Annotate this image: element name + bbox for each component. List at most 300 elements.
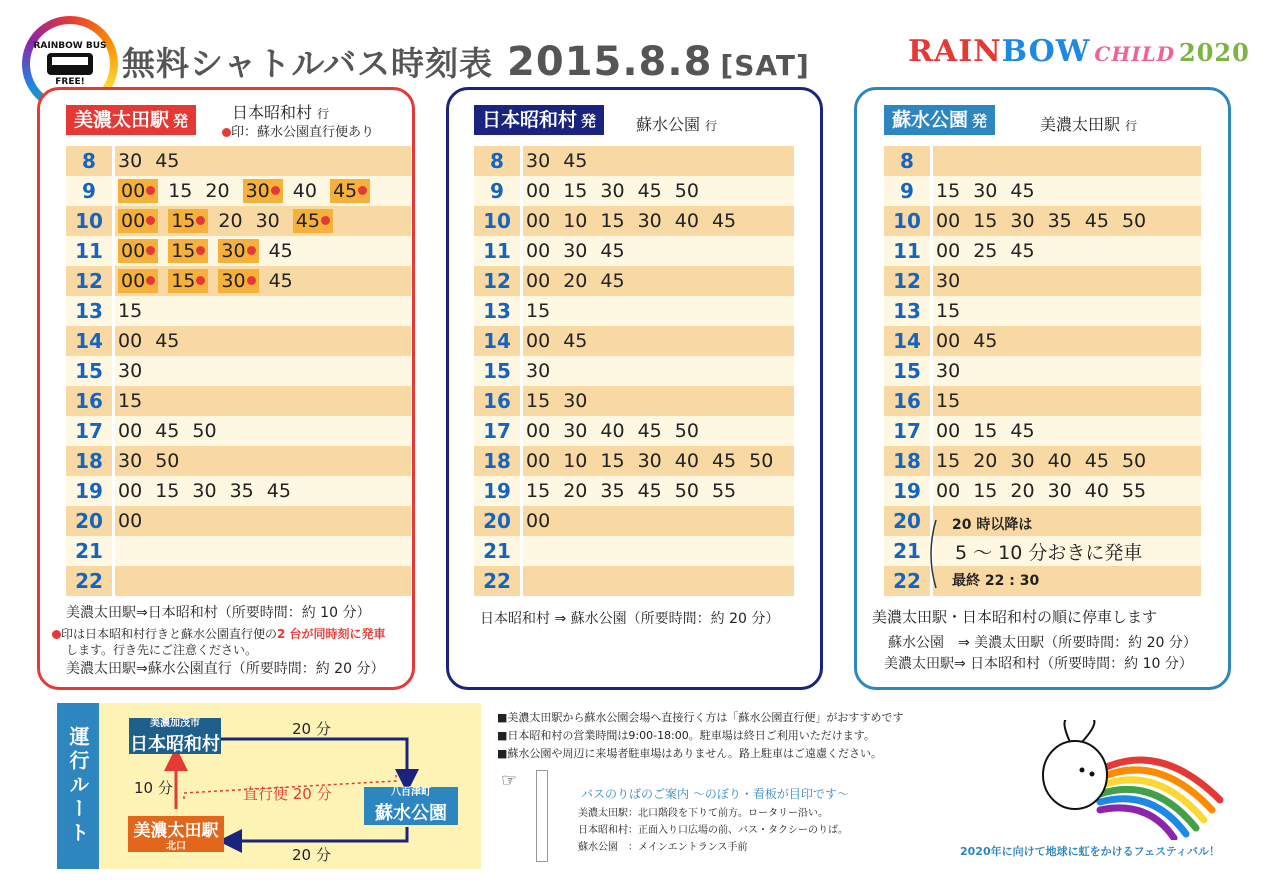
departure-minute: 00 xyxy=(118,420,143,442)
departure-minute: 45 xyxy=(155,330,180,352)
departure-time xyxy=(526,146,550,176)
departure-minute: 30 xyxy=(118,360,143,382)
departure-minute: 50 xyxy=(749,450,774,472)
bus-logo-top-text: RAINBOW BUS xyxy=(33,41,107,51)
departure-minute: 30 xyxy=(563,420,588,442)
departure-minute: 30 xyxy=(255,210,280,232)
departure-minute: 40 xyxy=(1084,480,1109,502)
banner-flag-icon xyxy=(536,770,548,862)
minutes-cell xyxy=(526,506,563,536)
note-3: ■蘇水公園や周辺に来場者駐車場はありません。路上駐車はご遠慮ください。 xyxy=(497,747,883,760)
departure-time xyxy=(526,266,550,296)
timetable-row xyxy=(66,266,411,296)
minutes-cell xyxy=(526,386,600,416)
timetable-row xyxy=(66,506,411,536)
panel1-footer-time: 美濃太田駅⇒日本昭和村（所要時間：約 10 分） xyxy=(66,605,371,621)
departure-minute: 45 xyxy=(600,240,625,262)
departure-minute: 45 xyxy=(637,180,662,202)
departure-minute: 15 xyxy=(600,210,625,232)
departure-minute: 00 xyxy=(526,450,551,472)
departure-time xyxy=(563,386,587,416)
departure-minute: 30 xyxy=(245,180,270,202)
timetable-row xyxy=(66,446,411,476)
departure-time xyxy=(936,296,960,326)
departure-time xyxy=(675,416,699,446)
minutes-cell xyxy=(936,176,1048,206)
panel2-origin-badge xyxy=(474,105,604,135)
brand-part2: BOW xyxy=(1001,34,1091,69)
mark-dot-icon xyxy=(52,630,61,639)
departure-minute: 45 xyxy=(295,210,320,232)
departure-time xyxy=(1010,236,1034,266)
direct-mark-dot-icon xyxy=(321,216,330,225)
departure-minute: 30 xyxy=(118,450,143,472)
departure-minute: 00 xyxy=(936,210,961,232)
route-time-left: 10 分 xyxy=(134,779,173,797)
row-divider xyxy=(930,206,933,236)
row-divider xyxy=(520,326,523,356)
title-date: 2015.8.8 xyxy=(507,39,713,85)
minutes-cell xyxy=(526,446,786,476)
hour-cell: 21 xyxy=(884,536,930,566)
timetable-row xyxy=(884,326,1201,356)
row-divider xyxy=(930,416,933,446)
timetable-row xyxy=(66,206,411,236)
departure-minute: 00 xyxy=(526,180,551,202)
row-divider xyxy=(930,176,933,206)
minutes-cell xyxy=(118,236,306,266)
departure-time xyxy=(600,176,624,206)
departure-time xyxy=(563,416,587,446)
departure-minute: 30 xyxy=(600,180,625,202)
departure-time xyxy=(600,446,624,476)
timetable-row xyxy=(884,266,1201,296)
stop-showa-name: 日本昭和村 xyxy=(130,734,220,755)
departure-time xyxy=(563,236,587,266)
departure-time xyxy=(118,386,142,416)
panel1-footer-mark-text: 印は日本昭和村行きと蘇水公園直行便の xyxy=(61,627,278,641)
timetable-row xyxy=(474,356,794,386)
direct-mark-dot-icon xyxy=(196,216,205,225)
departure-time xyxy=(1048,446,1072,476)
timetable-row xyxy=(66,176,411,206)
departure-time xyxy=(638,176,662,206)
departure-time xyxy=(638,206,662,236)
late-note-line3: 最終 22 : 30 xyxy=(952,573,1040,589)
departure-time xyxy=(1048,476,1072,506)
hour-cell: 21 xyxy=(474,536,520,566)
departure-minute: 15 xyxy=(936,300,961,322)
panel1-origin: 美濃太田駅 xyxy=(74,109,170,131)
panel3-origin-suffix: 発 xyxy=(972,112,988,130)
minutes-cell xyxy=(936,326,1010,356)
stop-mino-ota xyxy=(128,816,224,852)
departure-minute: 45 xyxy=(1084,210,1109,232)
departure-minute: 00 xyxy=(526,420,551,442)
departure-time xyxy=(526,236,550,266)
departure-minute: 30 xyxy=(526,150,551,172)
minutes-cell xyxy=(118,476,304,506)
minutes-cell xyxy=(526,356,563,386)
departure-minute: 40 xyxy=(600,420,625,442)
departure-minute: 15 xyxy=(973,210,998,232)
departure-minute: 00 xyxy=(936,480,961,502)
row-divider xyxy=(520,446,523,476)
departure-minute: 45 xyxy=(332,180,358,202)
timetable-mino-ota xyxy=(66,146,411,596)
departure-time xyxy=(600,416,624,446)
departure-minute: 00 xyxy=(118,330,143,352)
timetable-row xyxy=(884,236,1201,266)
departure-time xyxy=(526,506,550,536)
departure-minute: 45 xyxy=(268,240,293,262)
timetable-row xyxy=(884,206,1201,236)
stop-showa-sub: 美濃加茂市 xyxy=(150,718,200,729)
panel1-footer-mark-red: 2 台が同時刻に発車 xyxy=(277,627,386,641)
departure-time xyxy=(118,446,142,476)
pointing-hand-icon: ☞ xyxy=(501,770,518,791)
mark-dot-icon xyxy=(222,128,231,137)
departure-minute: 20 xyxy=(205,180,230,202)
hour-cell: 16 xyxy=(474,386,520,416)
departure-minute: 45 xyxy=(600,270,625,292)
departure-time xyxy=(526,356,550,386)
minutes-cell xyxy=(526,146,600,176)
minutes-cell xyxy=(936,476,1159,506)
departure-minute: 20 xyxy=(218,210,243,232)
departure-time xyxy=(936,266,960,296)
panel1-origin-suffix: 発 xyxy=(173,112,189,130)
brand-child: CHILD xyxy=(1094,42,1175,66)
departure-minute: 45 xyxy=(637,420,662,442)
departure-time xyxy=(1048,206,1072,236)
minutes-cell xyxy=(526,326,600,356)
departure-time xyxy=(600,266,624,296)
departure-minute: 00 xyxy=(526,270,551,292)
brand-year: 2020 xyxy=(1179,38,1250,67)
departure-time xyxy=(155,146,179,176)
departure-time xyxy=(563,476,587,506)
departure-minute: 15 xyxy=(155,480,180,502)
departure-time xyxy=(936,356,960,386)
departure-time xyxy=(192,416,216,446)
hour-cell: 14 xyxy=(66,326,112,356)
departure-time xyxy=(155,476,179,506)
hour-cell: 18 xyxy=(474,446,520,476)
row-divider xyxy=(112,506,115,536)
panel1-mark-note xyxy=(222,121,374,140)
timetable-row xyxy=(474,416,794,446)
hour-cell: 13 xyxy=(884,296,930,326)
minutes-cell xyxy=(936,446,1159,476)
bracket-icon xyxy=(924,518,944,590)
departure-time xyxy=(118,326,142,356)
timetable-row xyxy=(474,536,794,566)
row-divider xyxy=(520,146,523,176)
panel1-destination-suffix: 行 xyxy=(317,107,330,121)
departure-minute: 50 xyxy=(1121,450,1147,472)
departure-time xyxy=(1085,476,1109,506)
row-divider xyxy=(112,566,115,596)
minutes-cell xyxy=(526,266,638,296)
timetable-row xyxy=(66,386,411,416)
title-weekday: [SAT] xyxy=(720,49,810,82)
departure-time xyxy=(1010,416,1034,446)
row-divider xyxy=(930,296,933,326)
row-divider xyxy=(520,356,523,386)
minutes-cell xyxy=(118,446,192,476)
departure-minute: 50 xyxy=(1121,210,1147,232)
departure-time xyxy=(936,326,960,356)
departure-time-direct xyxy=(218,269,258,293)
minutes-cell xyxy=(118,506,155,536)
departure-minute: 00 xyxy=(121,210,146,232)
departure-minute: 50 xyxy=(192,420,217,442)
hour-cell: 8 xyxy=(66,146,112,176)
timetable-row xyxy=(884,386,1201,416)
departure-minute: 45 xyxy=(266,480,291,502)
guide-title: バスのりばのご案内 ～のぼり・看板が目印です～ xyxy=(581,787,849,801)
departure-time xyxy=(1010,206,1034,236)
late-note-line1: 20 時以降は xyxy=(952,517,1033,533)
panel1-destination xyxy=(232,100,329,123)
departure-minute: 30 xyxy=(637,450,662,472)
departure-minute: 00 xyxy=(936,330,961,352)
departure-minute: 15 xyxy=(600,450,625,472)
panel2-destination-suffix: 行 xyxy=(705,119,718,133)
stop-sosui-sub: 八百津町 xyxy=(391,787,431,798)
panel3-destination-name: 美濃太田駅 xyxy=(1040,115,1121,134)
departure-time xyxy=(205,176,229,206)
departure-minute: 30 xyxy=(1010,450,1035,472)
departure-time-direct xyxy=(243,179,283,203)
departure-minute: 00 xyxy=(118,510,143,532)
rainbow-rabbit-illustration xyxy=(1030,720,1230,840)
minutes-cell xyxy=(118,206,343,236)
panel3-origin: 蘇水公園 xyxy=(892,109,969,131)
departure-time xyxy=(118,506,142,536)
rainbow-child-logo xyxy=(908,34,1250,69)
direct-mark-dot-icon xyxy=(146,276,155,285)
row-divider xyxy=(520,506,523,536)
timetable-row xyxy=(474,266,794,296)
hour-cell: 13 xyxy=(474,296,520,326)
departure-time xyxy=(118,356,142,386)
timetable-row xyxy=(474,146,794,176)
departure-time xyxy=(712,206,736,236)
departure-minute: 30 xyxy=(221,240,246,262)
timetable-row xyxy=(884,356,1201,386)
hour-cell: 17 xyxy=(474,416,520,446)
hour-cell: 11 xyxy=(474,236,520,266)
departure-minute: 00 xyxy=(526,210,551,232)
departure-minute: 35 xyxy=(600,480,625,502)
minutes-cell xyxy=(118,416,230,446)
departure-minute: 45 xyxy=(155,150,180,172)
departure-minute: 10 xyxy=(563,450,588,472)
departure-minute: 00 xyxy=(121,240,146,262)
departure-time xyxy=(973,476,997,506)
timetable-row xyxy=(884,476,1201,506)
stop-mino-sub: 北口 xyxy=(166,841,186,852)
timetable-row xyxy=(474,326,794,356)
departure-time-direct xyxy=(330,179,370,203)
direct-mark-dot-icon xyxy=(247,276,256,285)
departure-time xyxy=(600,206,624,236)
hour-cell: 20 xyxy=(66,506,112,536)
row-divider xyxy=(112,146,115,176)
departure-time xyxy=(1122,206,1146,236)
timetable-row xyxy=(66,566,411,596)
departure-time xyxy=(526,386,550,416)
minutes-cell xyxy=(526,476,749,506)
departure-minute: 15 xyxy=(936,390,961,412)
departure-time xyxy=(973,206,997,236)
hour-cell: 15 xyxy=(884,356,930,386)
departure-time xyxy=(675,206,699,236)
guide-1: 美濃太田駅：北口階段を下りて前方。ロータリー沿い。 xyxy=(578,808,828,819)
departure-time xyxy=(118,416,142,446)
departure-minute: 20 xyxy=(563,480,588,502)
row-divider xyxy=(112,206,115,236)
panel1-footer-caution: します。行き先にご注意ください。 xyxy=(66,643,258,657)
panel2-origin-suffix: 発 xyxy=(581,112,597,130)
departure-minute: 35 xyxy=(1047,210,1072,232)
row-divider xyxy=(112,236,115,266)
timetable-row xyxy=(66,356,411,386)
departure-minute: 45 xyxy=(637,480,662,502)
departure-minute: 00 xyxy=(118,480,143,502)
departure-time xyxy=(936,476,960,506)
bus-logo-bottom-text: FREE! xyxy=(55,77,85,87)
departure-time xyxy=(973,446,997,476)
departure-time xyxy=(1085,446,1109,476)
panel1-mark-note-text: 印：蘇水公園直行便あり xyxy=(231,125,375,140)
timetable-row xyxy=(884,416,1201,446)
hour-cell: 16 xyxy=(884,386,930,416)
hour-cell: 17 xyxy=(66,416,112,446)
departure-time xyxy=(118,476,142,506)
panel1-destination-name: 日本昭和村 xyxy=(232,103,313,122)
departure-minute: 15 xyxy=(973,420,998,442)
title-text: 無料シャトルバス時刻表 xyxy=(122,44,494,83)
panel2-footer-time: 日本昭和村 ⇒ 蘇水公園（所要時間：約 20 分） xyxy=(480,611,780,627)
departure-minute: 55 xyxy=(711,480,737,502)
minutes-cell xyxy=(526,176,712,206)
departure-minute: 15 xyxy=(171,270,196,292)
departure-minute: 00 xyxy=(526,510,551,532)
hour-cell: 22 xyxy=(474,566,520,596)
departure-minute: 30 xyxy=(637,210,662,232)
brand-part1: RAIN xyxy=(908,34,1002,69)
departure-minute: 15 xyxy=(526,480,551,502)
hour-cell: 18 xyxy=(884,446,930,476)
departure-time xyxy=(1010,176,1034,206)
departure-time xyxy=(1010,476,1034,506)
panel3-destination-suffix: 行 xyxy=(1125,119,1138,133)
minutes-cell xyxy=(936,206,1159,236)
row-divider xyxy=(520,176,523,206)
departure-time xyxy=(269,236,293,266)
departure-minute: 30 xyxy=(936,360,961,382)
hour-cell: 11 xyxy=(66,236,112,266)
departure-time xyxy=(749,446,773,476)
minutes-cell xyxy=(526,206,749,236)
departure-minute: 30 xyxy=(1010,210,1035,232)
departure-time xyxy=(675,176,699,206)
timetable-row xyxy=(884,176,1201,206)
timetable-row xyxy=(474,176,794,206)
row-divider xyxy=(520,236,523,266)
minutes-cell xyxy=(118,266,306,296)
panel3-footer-time1: 蘇水公園 ⇒ 美濃太田駅（所要時間：約 20 分） xyxy=(888,635,1197,651)
row-divider xyxy=(112,296,115,326)
timetable-row xyxy=(474,236,794,266)
minutes-cell xyxy=(936,236,1048,266)
stop-sosui-name: 蘇水公園 xyxy=(375,803,447,824)
departure-minute: 35 xyxy=(229,480,254,502)
row-divider xyxy=(930,356,933,386)
minutes-cell xyxy=(936,296,973,326)
departure-time xyxy=(155,326,179,356)
hour-cell: 22 xyxy=(884,566,930,596)
hour-cell: 20 xyxy=(474,506,520,536)
departure-time xyxy=(936,206,960,236)
departure-time xyxy=(638,476,662,506)
departure-time-direct xyxy=(118,179,158,203)
departure-time xyxy=(936,176,960,206)
direct-mark-dot-icon xyxy=(196,276,205,285)
departure-minute: 00 xyxy=(121,270,146,292)
hour-cell: 19 xyxy=(474,476,520,506)
departure-minute: 45 xyxy=(563,330,588,352)
departure-minute: 45 xyxy=(973,330,998,352)
departure-time xyxy=(563,446,587,476)
hour-cell: 9 xyxy=(66,176,112,206)
departure-minute: 45 xyxy=(1010,180,1035,202)
departure-minute: 45 xyxy=(268,270,293,292)
panel3-origin-badge xyxy=(884,105,995,135)
row-divider xyxy=(930,266,933,296)
hour-cell: 10 xyxy=(474,206,520,236)
departure-minute: 30 xyxy=(936,270,961,292)
departure-minute: 50 xyxy=(674,180,699,202)
row-divider xyxy=(520,296,523,326)
row-divider xyxy=(112,326,115,356)
minutes-cell xyxy=(118,176,380,206)
hour-cell: 8 xyxy=(474,146,520,176)
timetable-row xyxy=(474,386,794,416)
panel3-footer-stops: 美濃太田駅・日本昭和村の順に停車します xyxy=(872,608,1158,626)
departure-time xyxy=(712,476,736,506)
departure-minute: 15 xyxy=(973,480,998,502)
minutes-cell xyxy=(936,386,973,416)
departure-time-direct xyxy=(168,209,208,233)
timetable-row xyxy=(474,506,794,536)
hour-cell: 19 xyxy=(66,476,112,506)
departure-time xyxy=(936,416,960,446)
departure-minute: 15 xyxy=(563,180,588,202)
departure-time xyxy=(526,326,550,356)
departure-minute: 00 xyxy=(936,240,961,262)
panel1-origin-badge xyxy=(66,105,196,135)
departure-minute: 00 xyxy=(936,420,961,442)
departure-minute: 15 xyxy=(118,300,143,322)
departure-time xyxy=(712,446,736,476)
timetable-row xyxy=(66,416,411,446)
row-divider xyxy=(930,386,933,416)
row-divider xyxy=(930,476,933,506)
